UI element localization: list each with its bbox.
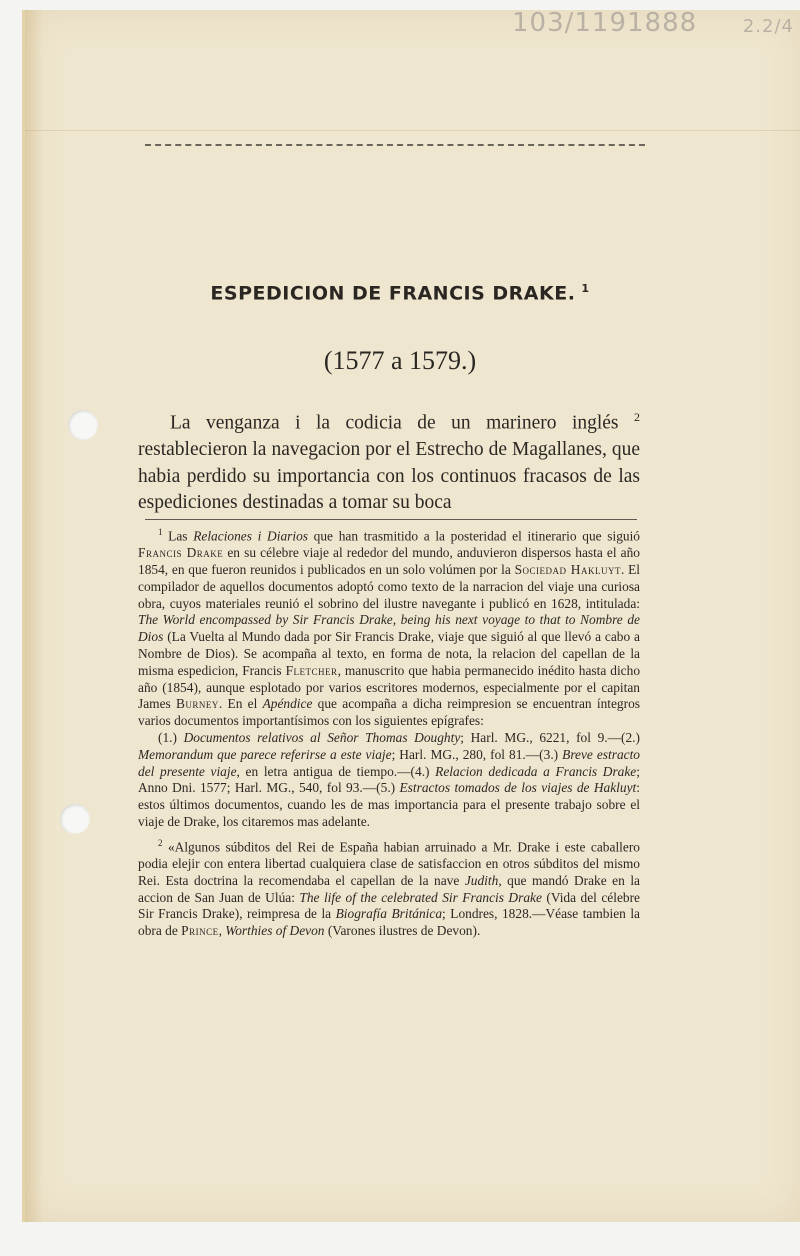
footnote-ref-1: 1 <box>581 282 590 295</box>
footnote-2: $^2$ «Algunos súbditos del Rei de España habian arruinado a Mr. Drake i este caballero podia elejir con entera libertad cualquiera clase de satisfaccion en otros súbditos del mismo Rei. Esta doctrina la recomendaba el capellan de la nave Judith, que mandó Drake en la accion de San Juan de Ulúa: The life of the celebrated Sir Francis Drake (Vida del célebre Sir Francis Drake), reimpresa de la Biografía Británica; Londres, 1828.—Véase tambien la obra de Prince, Worthies of Devon (Varones ilustres de Devon). <box>138 837 640 939</box>
archive-number-mark: 103/1191888 <box>512 8 698 38</box>
fold-line <box>25 130 800 131</box>
footnote-separator <box>145 519 637 520</box>
page-number-mark: 2.2/4 <box>742 16 794 37</box>
footnote-ref-2: 2 <box>634 410 640 424</box>
chapter-title-text: ESPEDICION DE FRANCIS DRAKE. <box>210 282 576 305</box>
paper-edge-shadow <box>25 10 43 1222</box>
punch-hole-bottom <box>60 804 90 834</box>
footnotes <box>138 524 640 940</box>
date-range: (1577 a 1579.) <box>323 346 477 375</box>
top-dashed-rule <box>145 144 645 146</box>
chapter-title <box>150 282 650 304</box>
body-paragraph: La venganza i la codicia de un marinero inglés $^2$ restablecieron la navegacion por el Estrecho de Magallanes, que habia perdido su importancia con los continuos fracasos de las espediciones destinadas a tomar su boca <box>138 410 640 513</box>
footnote-1: $^1$ Las Relaciones i Diarios que han trasmitido a la posteridad el itinerario que siguió Francis Drake en su célebre viaje al rededor del mundo, anduvieron dispersos hasta el año 1854, en que fueron reunidos i publicados en un solo volúmen por la Sociedad Hakluyt. El compilador de aquellos documentos adoptó como texto de la narracion del viaje una curiosa obra, cuyos materiales reunió el sobrino del ilustre navegante i publicó en 1628, intitulada: The World encompassed by Sir Francis Drake, being his next voyage to that to Nombre de Dios (La Vuelta al Mundo dada por Sir Francis Drake, viaje que siguió al que llevó a cabo a Nombre de Dios). Se acompaña al texto, en forma de nota, la relacion del capellan de la misma espedicion, Francis Fletcher, manuscrito que habia permanecido inédito hasta dicho año (1854), aunque esplotado por varios escritores modernos, especialmente por el capitan James Burney. En el Apéndice que acompaña a dicha reimpresion se encuentran íntegros varios documentos importantísimos con los siguientes epígrafes: <box>138 527 641 729</box>
footnote-1-sources: (1.) Documentos relativos al Señor Thomas Doughty; Harl. MG., 6221, fol 9.—(2.) Memorandum que parece referirse a este viaje; Harl. MG., 280, fol 81.—(3.) Breve estracto del presente viaje, en letra antigua de tiempo.—(4.) Relacion dedicada a Francis Drake; Anno Dni. 1577; Harl. MG., 540, fol 93.—(5.) Estractos tomados de los viajes de Hakluyt: estos últimos documentos, cuando les de mas importancia para el presente trabajo sobre el viaje de Drake, los citaremos mas adelante. <box>138 730 641 830</box>
punch-hole-top <box>68 410 98 440</box>
